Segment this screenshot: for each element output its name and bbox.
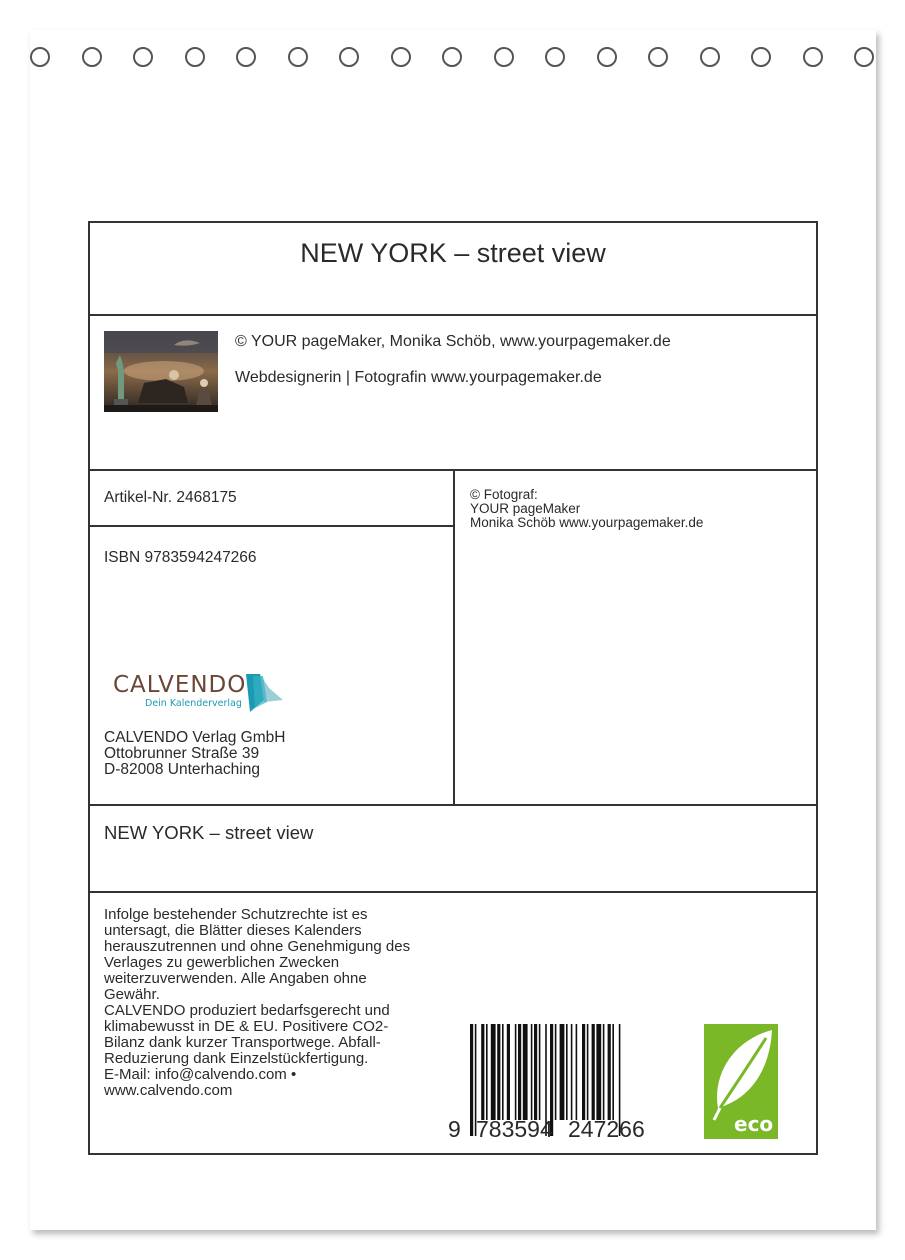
legal-line: E-Mail: info@calvendo.com •: [104, 1066, 297, 1083]
binding-hole: [288, 47, 308, 67]
barcode-bar: [515, 1024, 517, 1120]
binding-hole: [545, 47, 565, 67]
barcode-bar: [566, 1024, 568, 1120]
legal-line: Reduzierung dank Einzelstückfertigung.: [104, 1050, 369, 1067]
barcode-bar: [497, 1024, 500, 1120]
calendar-subtitle: NEW YORK – street view: [104, 822, 314, 843]
barcode-bar: [539, 1024, 541, 1120]
photographer-line-2: YOUR pageMaker: [470, 501, 581, 516]
address-line: D-82008 Unterhaching: [104, 761, 260, 778]
eco-label: eco: [734, 1112, 774, 1136]
barcode-bar: [571, 1024, 573, 1120]
calvendo-tagline: Dein Kalenderverlag: [145, 698, 242, 709]
barcode-bar: [560, 1024, 565, 1120]
article-number: Artikel-Nr. 2468175: [104, 489, 237, 506]
photographer-line-1: © Fotograf:: [470, 487, 538, 502]
binding-hole: [30, 47, 50, 67]
barcode-digits-right: 247266: [568, 1116, 645, 1142]
barcode-digit-first: 9: [448, 1116, 461, 1142]
eco-badge: [704, 1024, 778, 1139]
divider: [453, 469, 455, 805]
divider: [88, 525, 454, 527]
legal-line: herauszutrennen und ohne Genehmigung des: [104, 938, 411, 955]
legal-line: untersagt, die Blätter dieses Kalenders: [104, 922, 362, 939]
legal-line: www.calvendo.com: [104, 1082, 233, 1099]
author-copyright: © YOUR pageMaker, Monika Schöb, www.yourpagemaker.de: [235, 333, 671, 350]
barcode-bar: [518, 1024, 521, 1120]
barcode-bar: [531, 1024, 533, 1120]
barcode-bar: [481, 1024, 484, 1120]
address-line: Ottobrunner Straße 39: [104, 745, 260, 762]
barcode-bar: [491, 1024, 496, 1120]
barcode-bar: [523, 1024, 528, 1120]
barcode-digits-left: 783594: [476, 1116, 553, 1142]
legal-line: CALVENDO produziert bedarfsgerecht und: [104, 1002, 390, 1019]
barcode-bar: [507, 1024, 510, 1120]
binding-hole: [648, 47, 668, 67]
divider: [88, 314, 818, 316]
calvendo-logo-text: CALVENDO: [113, 672, 247, 698]
publisher-address: [104, 730, 285, 778]
binding-hole: [236, 47, 256, 67]
barcode-bar: [470, 1024, 473, 1136]
barcode-bar: [608, 1024, 611, 1120]
barcode-bar: [587, 1024, 589, 1120]
divider: [88, 804, 818, 806]
binding-hole: [442, 47, 462, 67]
legal-line: Verlages zu gewerblichen Zwecken: [104, 954, 340, 971]
legal-line: Infolge bestehender Schutzrechte ist es: [104, 906, 368, 923]
divider: [88, 891, 818, 893]
binding-hole: [133, 47, 153, 67]
binding-holes: [0, 0, 905, 90]
barcode-bar: [555, 1024, 557, 1120]
legal-notice: [104, 907, 410, 1099]
binding-hole: [494, 47, 514, 67]
barcode-bar: [596, 1024, 601, 1120]
legal-line: Gewähr.: [104, 986, 160, 1003]
legal-line: klimabewusst in DE & EU. Positivere CO2-: [104, 1018, 389, 1035]
barcode-bar: [592, 1024, 595, 1120]
legal-line: Bilanz dank kurzer Transportwege. Abfall-: [104, 1034, 381, 1051]
address-line: CALVENDO Verlag GmbH: [104, 729, 286, 746]
binding-hole: [751, 47, 771, 67]
barcode-bar: [486, 1024, 488, 1120]
photographer-line-3: Monika Schöb www.yourpagemaker.de: [470, 515, 704, 530]
binding-hole: [803, 47, 823, 67]
binding-hole: [391, 47, 411, 67]
binding-hole: [700, 47, 720, 67]
barcode-bar: [534, 1024, 537, 1120]
binding-hole: [82, 47, 102, 67]
calvendo-logo: [113, 672, 288, 714]
barcode-bar: [612, 1024, 614, 1120]
binding-hole: [597, 47, 617, 67]
binding-hole: [185, 47, 205, 67]
binding-hole: [854, 47, 874, 67]
barcode-bar: [576, 1024, 578, 1120]
binding-hole: [339, 47, 359, 67]
isbn: ISBN 9783594247266: [104, 549, 257, 566]
author-description: Webdesignerin | Fotografin www.yourpagemaker.de: [235, 369, 602, 386]
barcode-bar: [502, 1024, 504, 1120]
legal-line: weiterzuverwenden. Alle Angaben ohne: [104, 970, 367, 987]
barcode-bar: [603, 1024, 605, 1120]
page-title: NEW YORK – street view: [300, 238, 606, 268]
isbn-barcode: [446, 1022, 658, 1142]
author-photo: [104, 331, 218, 412]
barcode-bar: [582, 1024, 585, 1120]
